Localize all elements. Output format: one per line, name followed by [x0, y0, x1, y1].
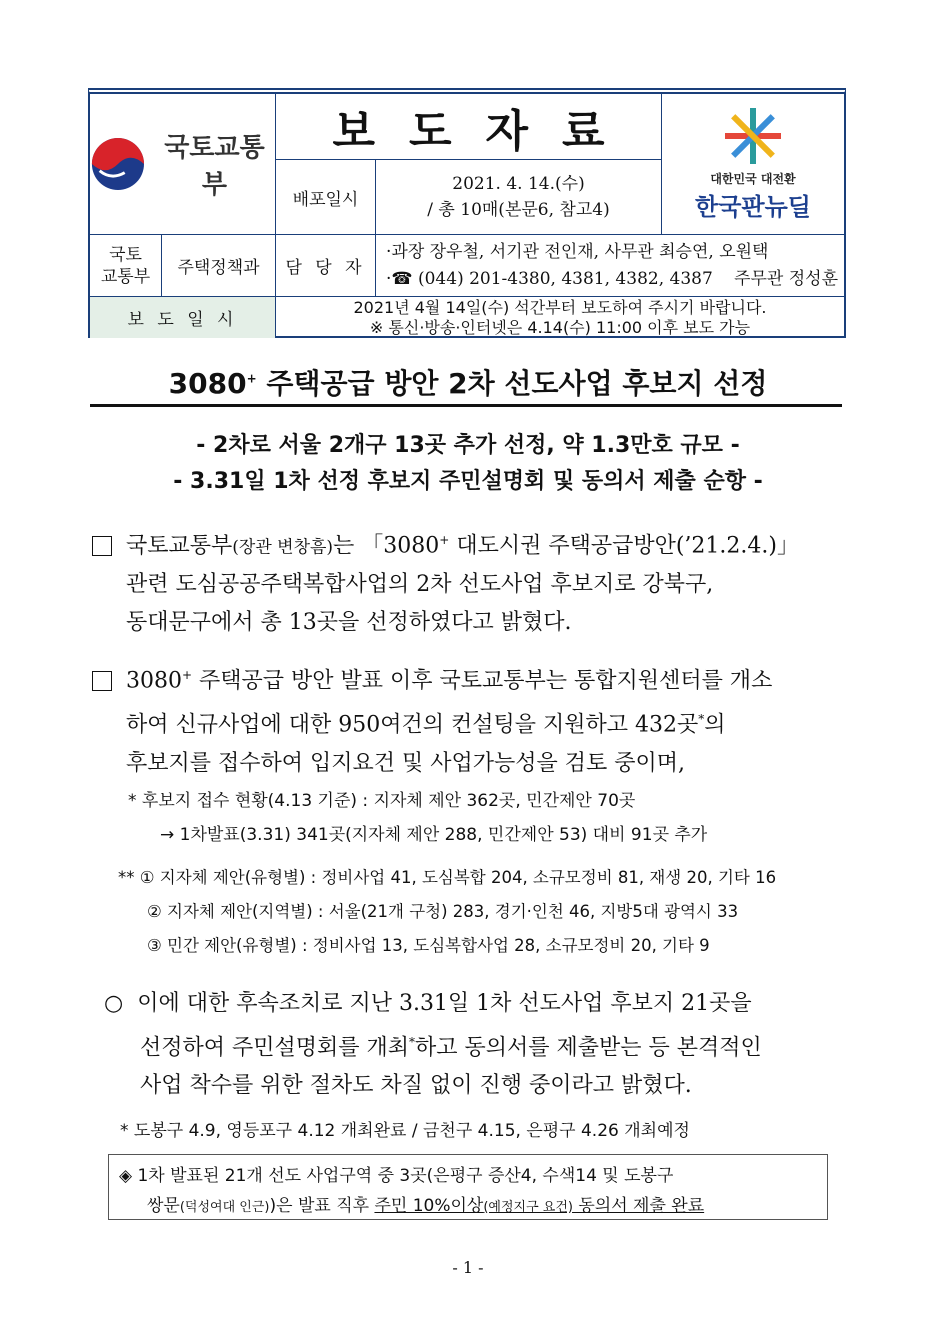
title-sup: +: [246, 371, 257, 386]
press-release-title: 보도자료: [332, 105, 639, 157]
p1-subject: 국토교통부: [126, 533, 233, 559]
release-info: [276, 296, 844, 338]
contact-line2-right: 주무관 정성훈: [734, 269, 838, 289]
release-line1: 2021년 4월 14일(수) 석간부터 보도하여 주시기 바랍니다.: [353, 297, 767, 317]
p2-text-a: 3080: [126, 668, 182, 694]
dept-org-line2: 교통부: [100, 266, 151, 287]
p1-text-b: 대도시권 주택공급방안(’21.2.4.)」: [449, 533, 799, 559]
box-line2-c: )은 발표 직후: [269, 1196, 375, 1216]
checkbox-bullet-icon: [92, 671, 112, 691]
paragraph-3: [104, 985, 848, 1105]
p3-line2-a: 선정하여 주민설명회를 개최: [140, 1035, 410, 1061]
subtitle-1: - 2차로 서울 2개구 13곳 추가 선정, 약 1.3만호 규모 -: [196, 433, 740, 458]
p3-line1: 이에 대한 후속조치로 지난 3.31일 1차 선도사업 후보지 21곳을: [137, 991, 752, 1016]
contact-phone: ·☎ (044) 201-4380, 4381, 4382, 4387: [386, 269, 713, 289]
document-title: [0, 362, 936, 402]
dept-org: [90, 234, 162, 296]
title-prefix: 3080: [168, 367, 247, 400]
box-line2-d: 주민 10%이상: [374, 1196, 484, 1216]
box-line2-f: 동의서 제출 완료: [572, 1196, 705, 1216]
dept-name: 주택정책과: [162, 234, 276, 296]
contact-info: [376, 234, 844, 296]
note-1-line2: → 1차발표(3.31) 341곳(지자체 제안 288, 민간제안 53) 대비 91곳 추가: [160, 825, 708, 845]
box-line2: [147, 1191, 704, 1216]
p2-sup: +: [182, 668, 193, 682]
p2-line3: 후보지를 접수하여 입지요건 및 사업가능성을 검토 중이며,: [126, 750, 686, 776]
p3-line2-sup: *: [409, 1035, 416, 1049]
ministry-logo-area: [90, 94, 276, 234]
p1-text-a: 는 「3080: [333, 533, 440, 559]
box-line2-e: (예정지구 요건): [483, 1200, 573, 1215]
contact-label: 담 당 자: [276, 234, 376, 296]
p1-sup: +: [439, 533, 450, 547]
paragraph-2: [92, 656, 848, 783]
subtitle-2: - 3.31일 1차 선정 후보지 주민설명회 및 동의서 제출 순항 -: [173, 469, 763, 494]
box-line1: ◈ 1차 발표된 21개 선도 사업구역 중 3곳(은평구 증산4, 수색14 및 도봉구: [119, 1166, 674, 1186]
p2-line2-sup: *: [698, 712, 705, 727]
note-2-line2: ② 지자체 제안(지역별) : 서울(21개 구청) 283, 경기·인천 46, 지방5대 광역시 33: [147, 902, 739, 921]
note-2-line1: ** ① 지자체 제안(유형별) : 정비사업 41, 도심복합 204, 소규모정비 81, 재생 20, 기타 16: [118, 868, 777, 887]
p3-line3: 사업 착수를 위한 절차도 차질 없이 진행 중이라고 밝혔다.: [140, 1073, 692, 1099]
box-line2-b: (덕성여대 인근): [179, 1200, 270, 1215]
highlight-box: [108, 1154, 828, 1220]
ministry-name: 국토교통부: [164, 133, 265, 200]
title-divider: [90, 404, 842, 407]
slogan-line1: 대한민국 대전환: [710, 172, 796, 186]
dept-org-line1: 국토: [109, 244, 142, 265]
note-2-line3: ③ 민간 제안(유형별) : 정비사업 13, 도심복합사업 28, 소규모정비 20, 기타 9: [147, 936, 710, 955]
checkbox-bullet-icon: [92, 536, 112, 556]
paragraph-1: [92, 521, 848, 642]
note-1-line1: * 후보지 접수 현황(4.13 기준) : 지자체 제안 362곳, 민간제안 70곳: [128, 791, 636, 811]
new-deal-logo-icon: [721, 106, 785, 166]
p3-line2-b: 하고 동의서를 제출받는 등 본격적인: [415, 1035, 762, 1061]
circle-bullet-icon: ○: [104, 991, 124, 1016]
p1-line2: 관련 도심공공주택복합사업의 2차 선도사업 후보지로 강북구,: [126, 572, 714, 598]
ministry-emblem-icon: [90, 135, 146, 193]
press-release-title-cell: [276, 94, 662, 160]
distribution-date: 2021. 4. 14.(수): [452, 174, 585, 194]
distribution-pages: / 총 10매(본문6, 참고4): [427, 200, 610, 220]
title-rest: 주택공급 방안 2차 선도사업 후보지 선정: [256, 367, 768, 400]
distribution-info: [376, 160, 662, 234]
p2-text-b: 주택공급 방안 발표 이후 국토교통부는 통합지원센터를 개소: [192, 668, 773, 694]
p2-line2-b: 의: [704, 712, 726, 738]
contact-line1: ·과장 장우철, 서기관 전인재, 사무관 최승연, 오원택: [386, 242, 769, 262]
new-deal-logo-area: [662, 94, 844, 234]
box-line2-a: 쌍문: [147, 1196, 180, 1216]
p1-line3: 동대문구에서 총 13곳을 선정하였다고 밝혔다.: [126, 610, 572, 636]
slogan-line2: 한국판뉴딜: [695, 193, 811, 221]
p2-line2-a: 하여 신규사업에 대한 950여건의 컨설팅을 지원하고 432곳: [126, 712, 699, 738]
p1-minister: (장관 변창흠): [232, 537, 334, 558]
note-3: * 도봉구 4.9, 영등포구 4.12 개최완료 / 금천구 4.15, 은평구 4.26 개최예정: [120, 1121, 690, 1141]
page-number: - 1 -: [452, 1258, 484, 1277]
press-header-table: [88, 88, 846, 338]
release-label: 보 도 일 시: [90, 296, 276, 338]
distribution-label: 배포일시: [276, 160, 376, 234]
release-line2: ※ 통신·방송·인터넷은 4.14(수) 11:00 이후 보도 가능: [369, 317, 751, 337]
